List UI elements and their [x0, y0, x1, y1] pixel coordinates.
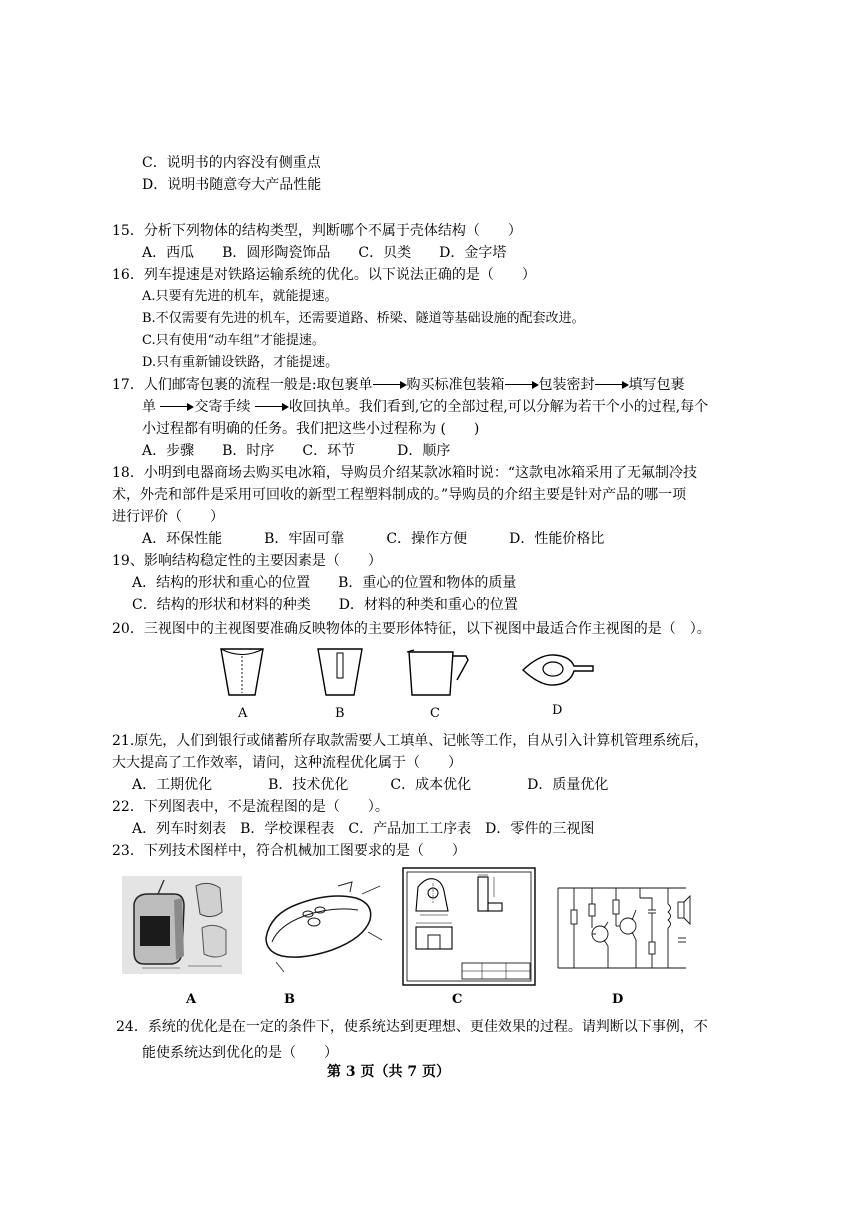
q17-line1: [112, 376, 685, 394]
flow-arrow-icon: [160, 402, 194, 412]
q16-stem: 16．列车提速是对铁路运输系统的优化。以下说法正确的是（ ）: [112, 267, 536, 283]
q16-option-d: D.只有重新铺设铁路，才能提速。: [142, 355, 339, 370]
flow-arrow-icon: [255, 402, 289, 412]
view-c-measuring-cup-figure: [406, 646, 472, 698]
q16-option-a: A.只要有先进的机车，就能提速。: [142, 289, 338, 304]
view-a-cup-figure: [218, 646, 266, 698]
view-d-top-view-figure: [520, 652, 598, 688]
q19-options-cd: C．结构的形状和材料的种类 D．材料的种类和重心的位置: [132, 597, 518, 613]
q24-line2: 能使系统达到优化的是（ ）: [142, 1045, 338, 1061]
q19-stem: 19、影响结构稳定性的主要因素是（ ）: [112, 553, 382, 569]
q15-stem: 15．分析下列物体的结构类型，判断哪个不属于壳体结构（ ）: [112, 223, 522, 239]
q19-options-ab: A．结构的形状和重心的位置 B．重心的位置和物体的质量: [132, 575, 517, 591]
q23-label-a: A: [186, 992, 197, 1007]
q14-option-c: C．说明书的内容没有侧重点: [142, 155, 321, 171]
q18-line1: 18．小明到电器商场去购买电冰箱，导购员介绍某款冰箱时说：“这款电冰箱采用了无氟制冷技: [112, 465, 697, 481]
q24-line1: 24．系统的优化是在一定的条件下，使系统达到更理想、更佳效果的过程。请判断以下事例，不: [116, 1019, 708, 1035]
q21-line1: 21.原先，人们到银行或储蓄所存取款需要人工填单、记帐等工作，自从引入计算机管理系统后，: [112, 733, 709, 749]
drawing-d-circuit-diagram-figure: [552, 880, 692, 976]
q14-option-d: D．说明书随意夸大产品性能: [142, 177, 322, 193]
q17-step-text: 17．人们邮寄包裹的流程一般是:取包裹单: [112, 377, 373, 393]
page-footer: 第 3 页（共 7 页）: [327, 1064, 450, 1080]
q20-stem: 20．三视图中的主视图要准确反映物体的主要形体特征，以下视图中最适合作主视图的是（ ）。: [112, 621, 711, 637]
q20-label-c: C: [430, 706, 440, 721]
q17-line2: [142, 398, 708, 416]
q15-options: A．西瓜 B．圆形陶瓷饰品 C．贝类 D．金字塔: [142, 245, 507, 261]
flow-arrow-icon: [373, 380, 407, 390]
q17-options: A．步骤 B．时序 C．环节 D．顺序: [142, 443, 451, 459]
q21-options: A．工期优化 B．技术优化 C．成本优化 D．质量优化: [132, 777, 609, 793]
q17-step-text: 单: [142, 399, 156, 415]
q20-label-d: D: [552, 703, 563, 718]
flow-arrow-icon: [595, 380, 629, 390]
q23-label-d: D: [612, 992, 624, 1007]
flow-arrow-icon: [505, 380, 539, 390]
q17-step-text: 购买标准包装箱: [406, 377, 505, 393]
q18-options: A．环保性能 B．牢固可靠 C．操作方便 D．性能价格比: [142, 531, 605, 547]
drawing-a-product-sketch-figure: [122, 876, 242, 974]
q22-options: A．列车时刻表 B．学校课程表 C．产品加工工序表 D．零件的三视图: [132, 821, 595, 837]
view-b-cup-figure: [316, 646, 364, 698]
q17-step-text: 交寄手续: [194, 399, 251, 415]
q18-line3: 进行评价（ ）: [112, 509, 224, 525]
q23-label-c: C: [452, 992, 463, 1007]
drawing-c-machining-drawing-figure: [402, 867, 536, 986]
q18-line2: 术，外壳和部件是采用可回收的新型工程塑料制成的。”导购员的介绍主要是针对产品的哪一项: [112, 487, 687, 503]
q17-step-text: 填写包裹: [628, 377, 685, 393]
q22-stem: 22．下列图表中，不是流程图的是（ ）。: [112, 799, 389, 815]
drawing-b-mouse-sketch-figure: [258, 880, 384, 974]
q16-option-c: C.只有使用“动车组”才能提速。: [142, 333, 325, 348]
q23-label-b: B: [284, 992, 295, 1007]
q21-line2: 大大提高了工作效率，请问，这种流程优化属于（ ）: [112, 755, 462, 771]
q20-label-a: A: [238, 706, 248, 721]
q17-step-text: 包装密封: [538, 377, 595, 393]
q23-stem: 23．下列技术图样中，符合机械加工图要求的是（ ）: [112, 843, 466, 859]
q17-step-text: 收回执单。我们看到,它的全部过程,可以分解为若干个小的过程,每个: [288, 399, 709, 415]
q20-label-b: B: [335, 706, 345, 721]
q17-line3: 小过程都有明确的任务。我们把这些小过程称为 ( ): [142, 421, 480, 437]
q16-option-b: B.不仅需要有先进的机车，还需要道路、桥梁、隧道等基础设施的配套改进。: [142, 311, 585, 326]
